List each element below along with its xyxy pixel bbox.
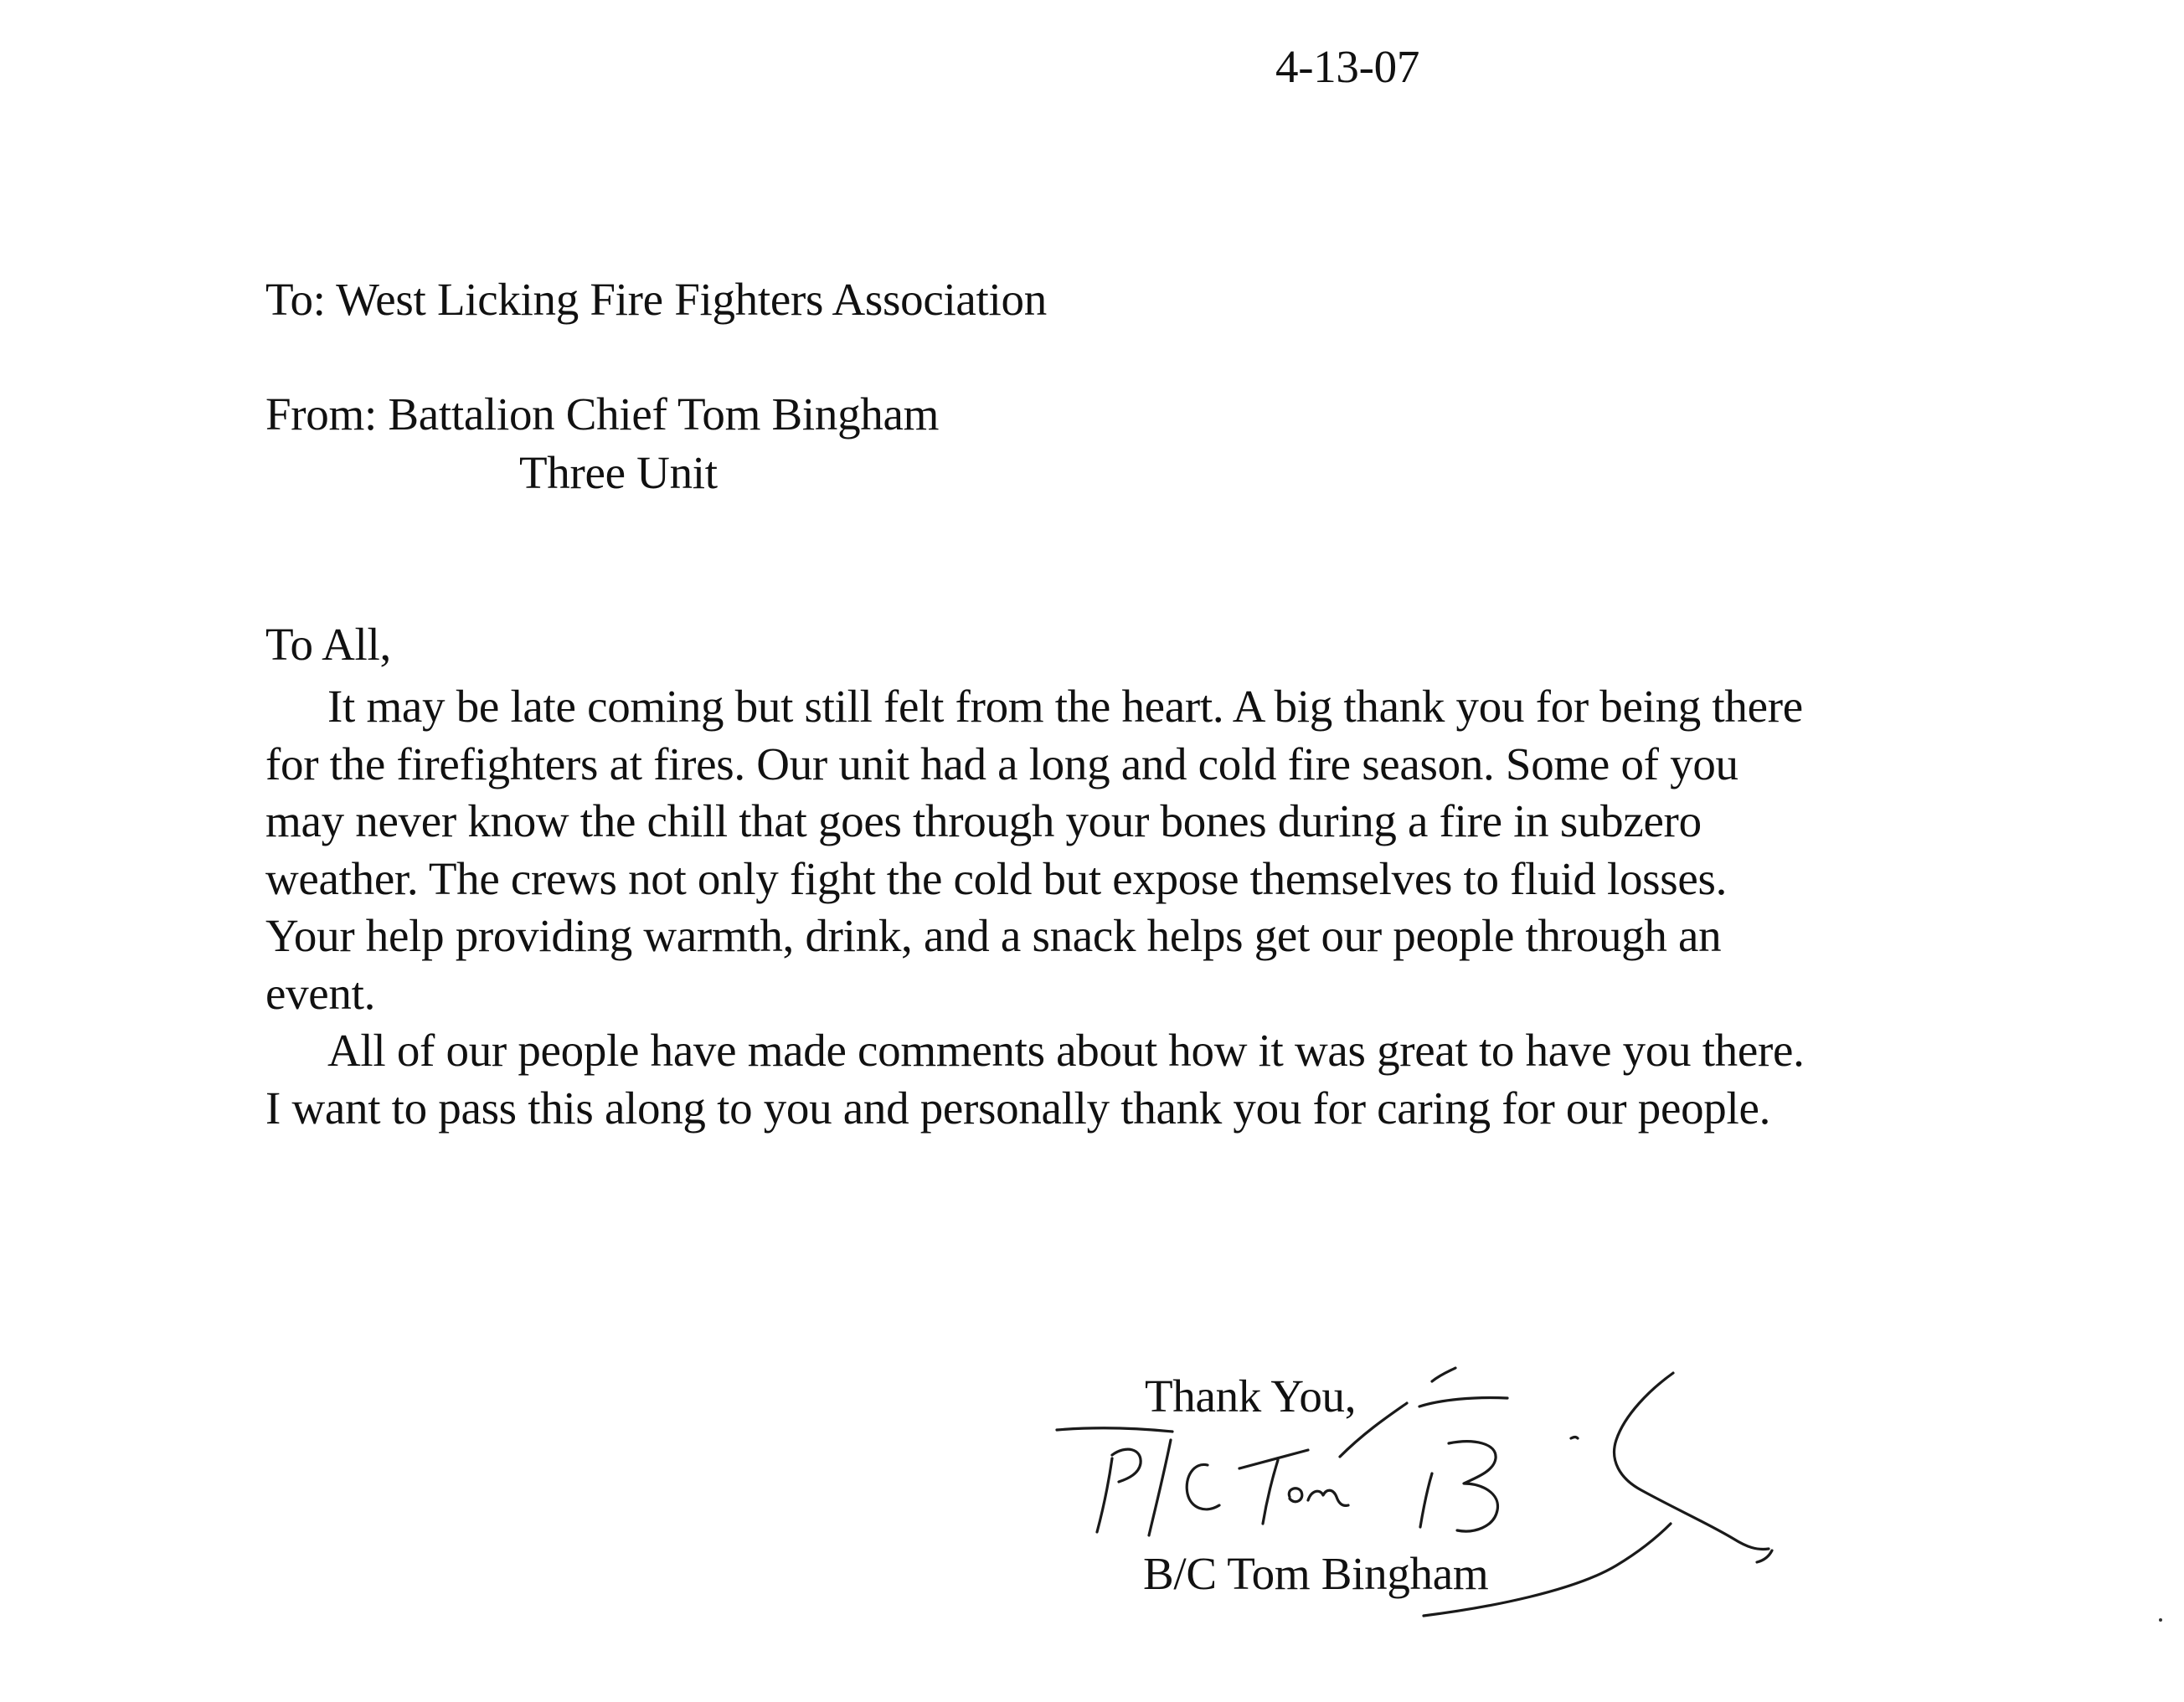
closing: Thank You, xyxy=(1145,1370,1357,1422)
body-line: I want to pass this along to you and personally thank you for caring for our people. xyxy=(265,1082,1771,1134)
recipient-line: To: West Licking Fire Fighters Association xyxy=(265,274,1047,325)
salutation: To All, xyxy=(265,619,391,670)
body-line: It may be late coming but still felt from the heart. A big thank you for being there xyxy=(327,681,1803,732)
body-line: Your help providing warmth, drink, and a snack helps get our people through an xyxy=(265,910,1722,961)
body-line: event. xyxy=(265,967,376,1019)
scan-speck xyxy=(2159,1618,2162,1622)
sender-line: From: Battalion Chief Tom Bingham xyxy=(265,388,940,440)
sender-unit: Three Unit xyxy=(519,447,718,498)
body-line: All of our people have made comments about how it was great to have you there. xyxy=(327,1025,1805,1076)
body-line: may never know the chill that goes through your bones during a fire in subzero xyxy=(265,795,1702,846)
letter-date: 4-13-07 xyxy=(1275,41,1420,92)
body-line: weather. The crews not only fight the cold but expose themselves to fluid losses. xyxy=(265,852,1728,904)
letter-body xyxy=(265,678,1940,1137)
body-line: for the firefighters at fires. Our unit had a long and cold fire season. Some of you xyxy=(265,738,1738,789)
signed-name: B/C Tom Bingham xyxy=(1143,1548,1489,1599)
